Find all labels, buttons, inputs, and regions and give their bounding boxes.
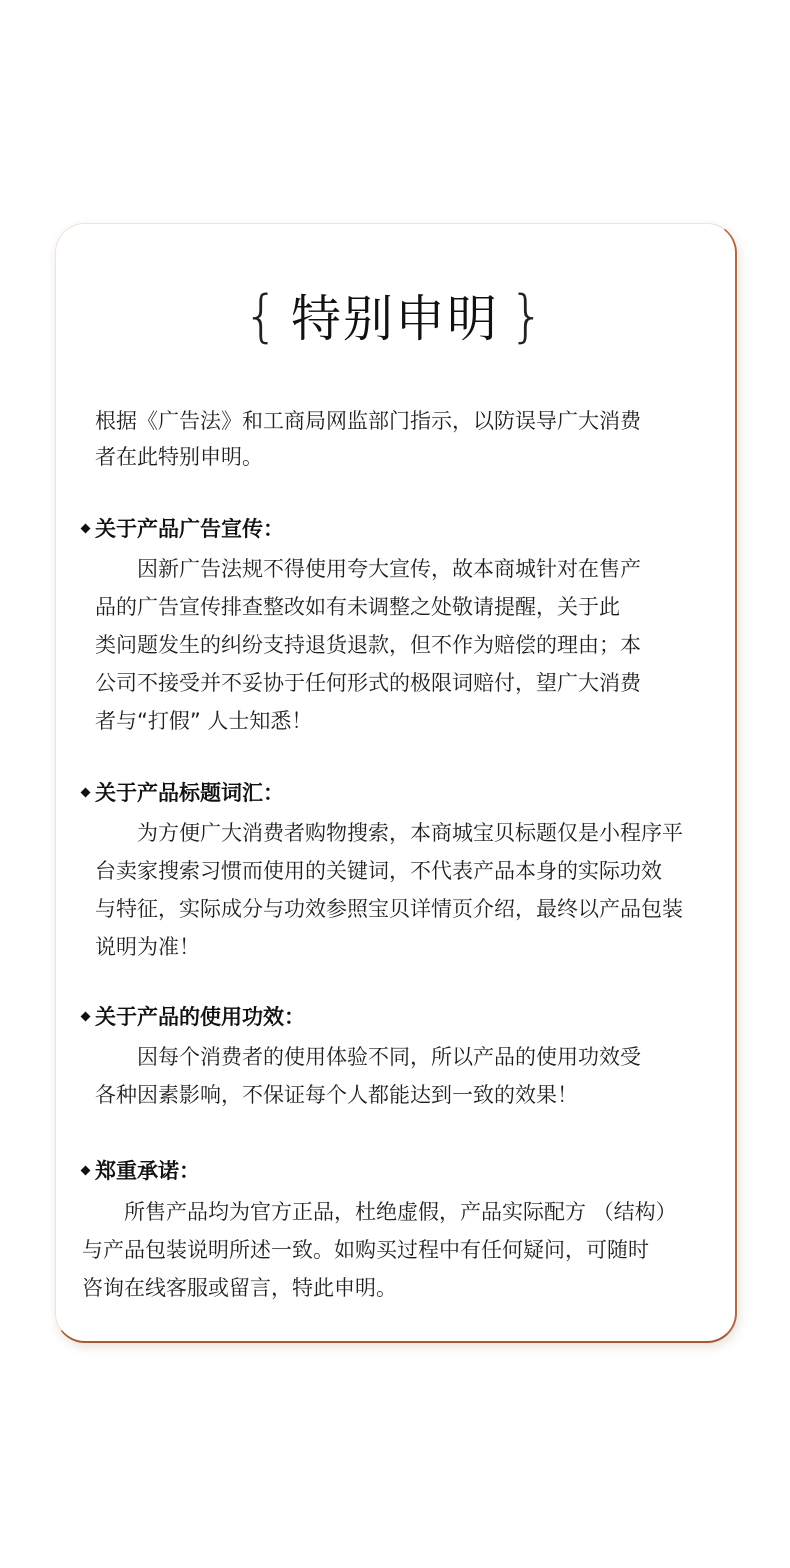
body-line: 因每个消费者的使用体验不同，所以产品的使用功效受 xyxy=(95,1045,641,1069)
section-body-solemn-promise xyxy=(82,1193,677,1307)
section-heading-text: 关于产品广告宣传： xyxy=(95,517,284,541)
body-line: 所售产品均为官方正品，杜绝虚假，产品实际配方 （结构） xyxy=(82,1200,677,1224)
body-line: 公司不接受并不妥协于任何形式的极限词赔付，望广大消费 xyxy=(95,671,641,695)
section-heading-ad-promotion xyxy=(82,514,284,544)
section-body-title-keywords xyxy=(95,814,683,966)
section-heading-usage-effect xyxy=(82,1002,305,1032)
body-line: 台卖家搜索习惯而使用的关键词，不代表产品本身的实际功效 xyxy=(95,859,662,883)
body-line: 类问题发生的纠纷支持退货退款，但不作为赔偿的理由；本 xyxy=(95,633,641,657)
intro-line: 者在此特别申明。 xyxy=(95,445,263,469)
body-line: 各种因素影响，不保证每个人都能达到一致的效果！ xyxy=(95,1083,578,1107)
body-line: 因新广告法规不得使用夸大宣传，故本商城针对在售产 xyxy=(95,557,641,581)
page-title xyxy=(0,284,790,351)
section-heading-text: 关于产品标题词汇： xyxy=(95,781,284,805)
section-body-ad-promotion xyxy=(95,550,641,740)
intro-paragraph xyxy=(95,403,710,475)
section-body-usage-effect xyxy=(95,1038,641,1114)
bullet-diamond-icon xyxy=(81,523,91,533)
bullet-diamond-icon xyxy=(81,1165,91,1175)
bullet-diamond-icon xyxy=(81,787,91,797)
bullet-diamond-icon xyxy=(81,1011,91,1021)
body-line: 与产品包装说明所述一致。如购买过程中有任何疑问，可随时 xyxy=(82,1238,649,1262)
body-line: 者与“打假” 人士知悉！ xyxy=(95,709,313,733)
left-brace-ornament: { xyxy=(243,284,281,349)
title-text: 特别申明 xyxy=(291,290,499,348)
body-line: 品的广告宣传排查整改如有未调整之处敬请提醒，关于此 xyxy=(95,595,620,619)
body-line: 咨询在线客服或留言，特此申明。 xyxy=(82,1276,397,1300)
section-heading-text: 关于产品的使用功效： xyxy=(95,1005,305,1029)
body-line: 说明为准！ xyxy=(95,935,200,959)
intro-line: 根据《广告法》和工商局网监部门指示，以防误导广大消费 xyxy=(95,409,641,433)
section-heading-title-keywords xyxy=(82,778,284,808)
section-heading-text: 郑重承诺： xyxy=(95,1159,200,1183)
section-heading-solemn-promise xyxy=(82,1156,200,1186)
body-line: 为方便广大消费者购物搜索，本商城宝贝标题仅是小程序平 xyxy=(95,821,683,845)
body-line: 与特征，实际成分与功效参照宝贝详情页介绍，最终以产品包装 xyxy=(95,897,683,921)
right-brace-ornament: } xyxy=(509,284,547,349)
